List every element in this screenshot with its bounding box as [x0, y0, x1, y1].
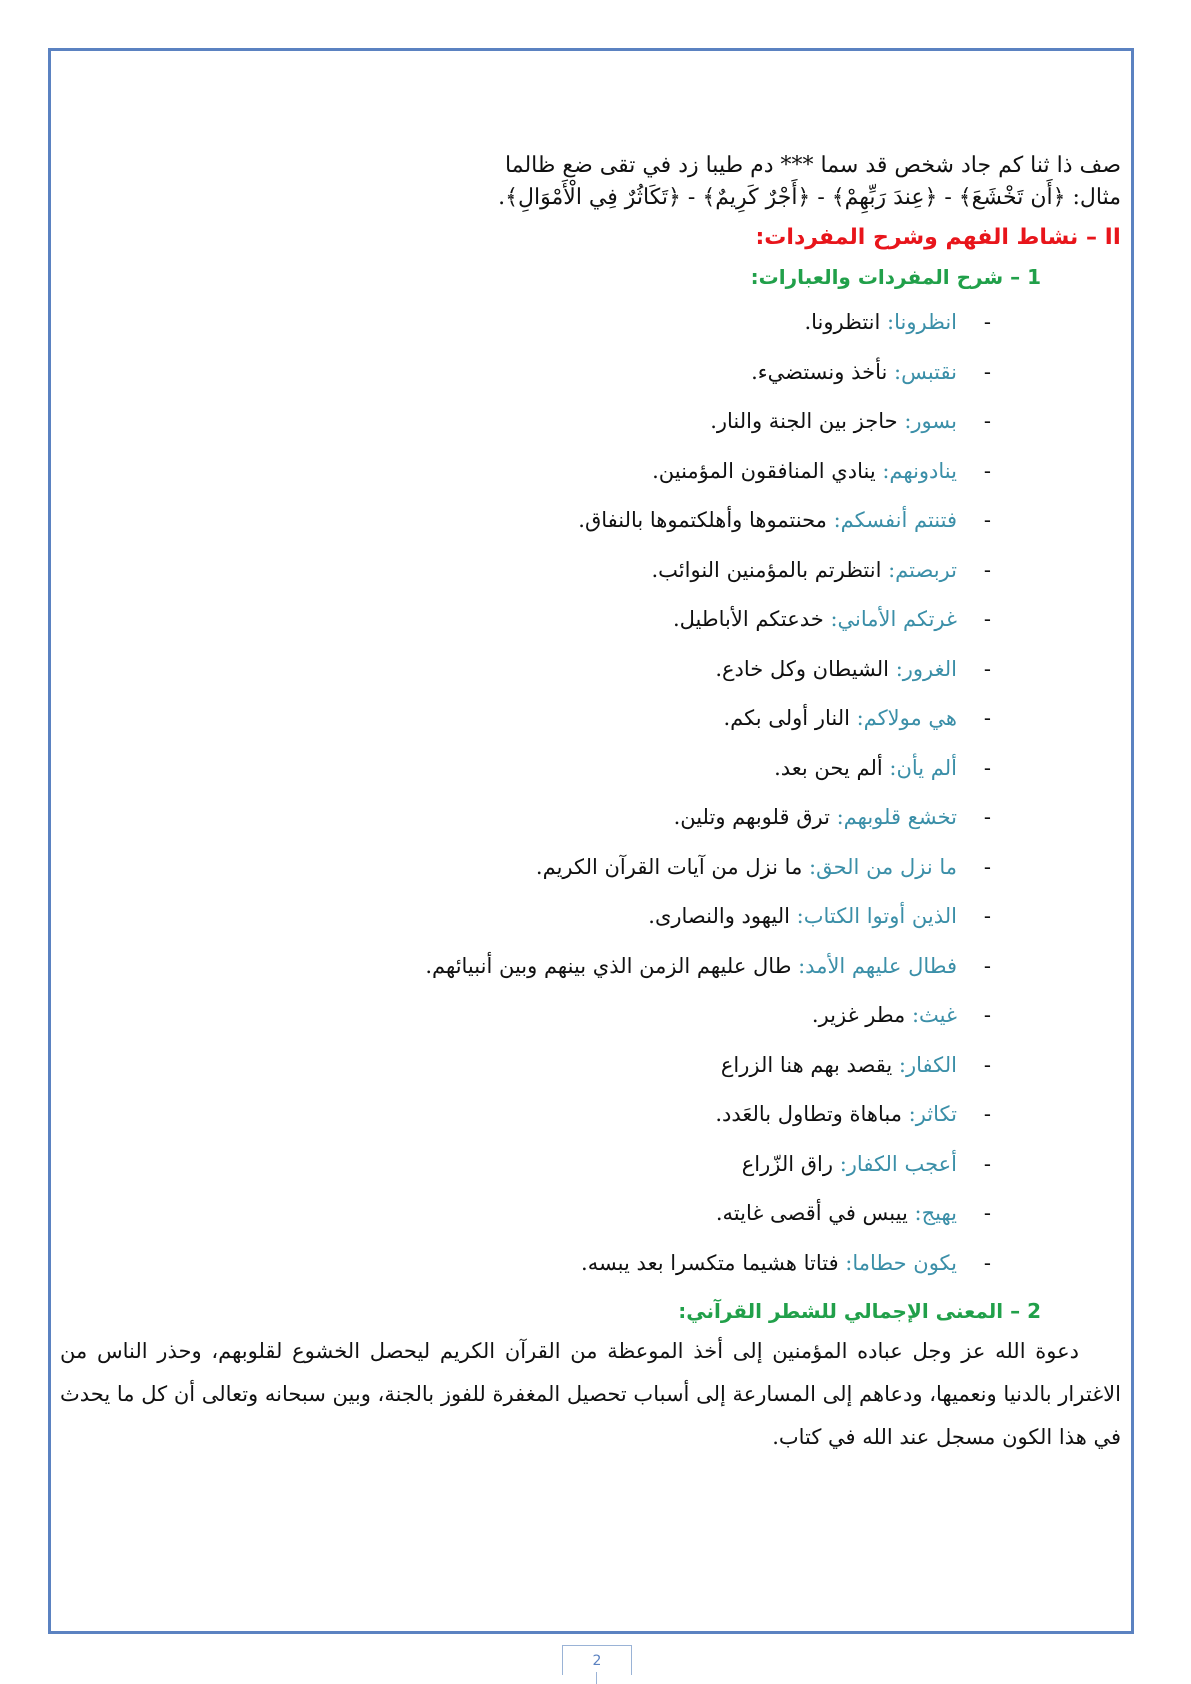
vocabulary-term: بسور:: [904, 409, 957, 433]
vocabulary-item: [60, 1090, 991, 1140]
vocabulary-item: [60, 793, 991, 843]
vocabulary-item: [60, 744, 991, 794]
vocabulary-definition: خدعتكم الأباطيل.: [672, 607, 831, 631]
vocabulary-item: [60, 843, 991, 893]
vocabulary-item: [60, 496, 991, 546]
vocabulary-definition: فتاتا هشيما متكسرا بعد يبسه.: [581, 1250, 846, 1275]
vocabulary-term: تخشع قلوبهم:: [836, 805, 957, 829]
list-dash: -: [983, 458, 991, 483]
vocabulary-term: هي مولاكم:: [856, 706, 957, 730]
verse-rule-line: صف ذا ثنا كم جاد شخص قد سما *** دم طيبا زد في تقى ضع ظالما: [505, 153, 1121, 178]
list-dash: -: [983, 607, 991, 631]
vocabulary-term: الغرور:: [895, 656, 957, 681]
vocabulary-term: ألم يأن:: [889, 755, 957, 780]
vocabulary-item: [60, 991, 991, 1041]
vocabulary-term: ما نزل من الحق:: [809, 854, 957, 879]
vocabulary-term: غيث:: [911, 1003, 957, 1027]
vocabulary-item: [60, 1189, 991, 1239]
list-dash: -: [983, 953, 991, 978]
vocabulary-definition: اليهود والنصارى.: [648, 904, 797, 928]
vocabulary-definition: طال عليهم الزمن الذي بينهم وبين أنبيائهم.: [425, 953, 799, 978]
list-dash: -: [983, 1003, 991, 1027]
vocabulary-definition: محنتموها وأهلكتموها بالنفاق.: [578, 508, 834, 532]
vocabulary-definition: مباهاة وتطاول بالعَدد.: [715, 1102, 909, 1126]
vocabulary-term: فتنتم أنفسكم:: [833, 508, 957, 532]
example-line: مثال: ﴿أَن تَخْشَعَ﴾ - ﴿عِندَ رَبِّهِمْ﴾ - ﴿أَجْرٌ كَرِيمٌ﴾ - ﴿تَكَاثُرٌ فِي الْأَمْوَالِ﴾.: [498, 185, 1121, 210]
list-dash: -: [983, 409, 991, 433]
vocabulary-term: الكفار:: [898, 1052, 957, 1077]
document-body: [60, 150, 1121, 1459]
list-dash: -: [983, 1102, 991, 1126]
vocabulary-term: ينادونهم:: [882, 458, 957, 483]
vocabulary-definition: النار أولى بكم.: [723, 706, 857, 730]
vocabulary-definition: ييبس في أقصى غايته.: [715, 1201, 915, 1225]
vocabulary-definition: الشيطان وكل خادع.: [715, 656, 896, 681]
vocabulary-term: الذين أوتوا الكتاب:: [796, 904, 957, 928]
vocabulary-item: [60, 546, 991, 596]
vocabulary-term: أعجب الكفار:: [839, 1151, 957, 1176]
list-dash: -: [983, 755, 991, 780]
list-dash: -: [983, 1250, 991, 1275]
vocabulary-term: يكون حطاما:: [845, 1250, 957, 1275]
vocabulary-definition: ألم يحن بعد.: [774, 755, 890, 780]
vocabulary-term: غرتكم الأماني:: [830, 607, 957, 631]
vocabulary-item: [60, 1041, 991, 1091]
vocabulary-term: نقتبس:: [894, 359, 957, 384]
list-dash: -: [983, 1151, 991, 1176]
vocabulary-item: [60, 1239, 991, 1289]
vocabulary-item: [60, 645, 991, 695]
section-title-comprehension: II – نشاط الفهم وشرح المفردات:: [755, 225, 1121, 250]
vocabulary-term: يهيج:: [914, 1201, 957, 1225]
vocabulary-item: [60, 348, 991, 398]
list-dash: -: [983, 359, 991, 384]
vocabulary-term: تربصتم:: [888, 557, 957, 582]
list-dash: -: [983, 310, 991, 334]
list-dash: -: [983, 1201, 991, 1225]
list-dash: -: [983, 557, 991, 582]
vocabulary-definition: حاجز بين الجنة والنار.: [710, 409, 905, 433]
vocabulary-list: [60, 298, 1121, 1288]
summary-paragraph: دعوة الله عز وجل عباده المؤمنين إلى أخذ الموعظة من القرآن الكريم ليحصل الخشوع لقلوبهم، وحذر الناس من الاغترار بالدنيا ونعميها، ودعاهم إلى المسارعة إلى أسباب تحصيل المغفرة للفوز بالجنة، وبين سبحانه وتعالى أن كل ما يحدث في هذا الكون مسجل عند الله في كتاب.: [60, 1339, 1121, 1449]
vocabulary-item: [60, 694, 991, 744]
subsection-title-vocabulary: 1 – شرح المفردات والعبارات:: [750, 265, 1041, 289]
vocabulary-item: [60, 298, 991, 348]
list-dash: -: [983, 805, 991, 829]
list-dash: -: [983, 706, 991, 730]
vocabulary-term: تكاثر:: [908, 1102, 957, 1126]
vocabulary-item: [60, 595, 991, 645]
subsection-title-overall-meaning: 2 – المعنى الإجمالي للشطر القرآني:: [678, 1299, 1041, 1323]
vocabulary-item: [60, 447, 991, 497]
list-dash: -: [983, 656, 991, 681]
vocabulary-item: [60, 942, 991, 992]
vocabulary-definition: يقصد بهم هنا الزراع: [720, 1052, 899, 1077]
vocabulary-item: [60, 397, 991, 447]
vocabulary-definition: انتظرونا.: [804, 310, 888, 334]
vocabulary-item: [60, 1140, 991, 1190]
vocabulary-definition: ما نزل من آيات القرآن الكريم.: [535, 854, 810, 879]
vocabulary-term: انظرونا:: [887, 310, 957, 334]
vocabulary-definition: مطر غزير.: [811, 1003, 912, 1027]
list-dash: -: [983, 904, 991, 928]
vocabulary-definition: انتظرتم بالمؤمنين النوائب.: [651, 557, 889, 582]
vocabulary-definition: ترق قلوبهم وتلين.: [673, 805, 837, 829]
page-number-connector: [596, 1672, 597, 1684]
vocabulary-definition: ينادي المنافقون المؤمنين.: [652, 458, 883, 483]
list-dash: -: [983, 508, 991, 532]
vocabulary-item: [60, 892, 991, 942]
list-dash: -: [983, 854, 991, 879]
vocabulary-term: فطال عليهم الأمد:: [798, 953, 957, 978]
vocabulary-definition: راق الزّراع: [741, 1151, 840, 1176]
page-number: 2: [562, 1645, 632, 1675]
list-dash: -: [983, 1052, 991, 1077]
vocabulary-definition: نأخذ ونستضيء.: [751, 359, 894, 384]
